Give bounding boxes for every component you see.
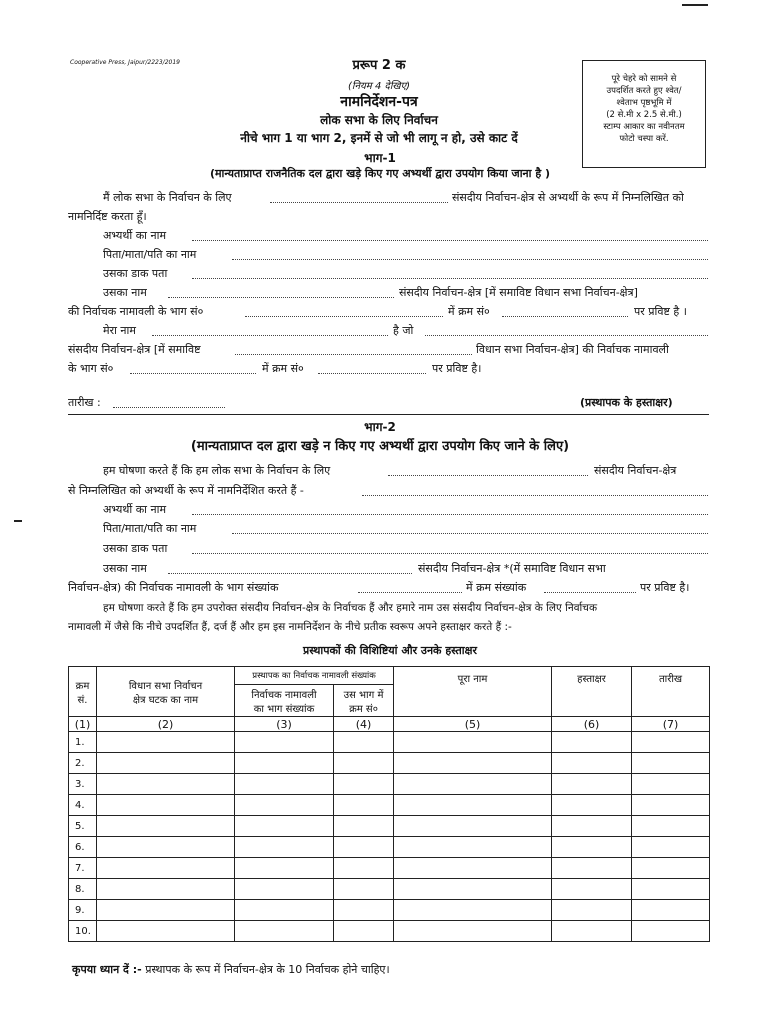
part1-address-label: उसका डाक पता <box>103 267 168 280</box>
cell[interactable] <box>334 858 394 879</box>
strike-instruction: नीचे भाग 1 या भाग 2, इनमें से जो भी लागू न हो, उसे काट दें <box>240 131 518 145</box>
cell[interactable] <box>552 753 632 774</box>
cell[interactable] <box>552 879 632 900</box>
part1-roll-label: की निर्वाचक नामावली के भाग सं० <box>68 305 204 318</box>
header-signature: हस्ताक्षर <box>552 667 632 717</box>
cell[interactable] <box>552 732 632 753</box>
cell[interactable] <box>632 774 710 795</box>
part1-his-name-field[interactable] <box>168 297 394 298</box>
cell[interactable] <box>334 816 394 837</box>
cell[interactable] <box>552 900 632 921</box>
part1-constituency-b: संसदीय निर्वाचन-क्षेत्र [में समाविष्ट <box>68 343 201 356</box>
part1-election-blank[interactable] <box>270 202 448 203</box>
cell[interactable] <box>632 816 710 837</box>
cell[interactable] <box>235 921 334 942</box>
cell[interactable] <box>235 732 334 753</box>
cell[interactable] <box>552 837 632 858</box>
part1-is-who: है जो <box>393 324 414 337</box>
row-number: 1. <box>69 732 97 753</box>
part1-part-no-label: के भाग सं० <box>68 362 114 375</box>
table-row <box>69 795 710 816</box>
cell[interactable] <box>394 837 552 858</box>
part1-entered-label: पर प्रविष्ट है । <box>634 305 687 318</box>
part1-my-name-label: मेरा नाम <box>103 324 136 337</box>
col-number: (3) <box>235 717 334 732</box>
header-assembly-b: क्षेत्र घटक का नाम <box>132 694 199 706</box>
part2-election-blank[interactable] <box>388 475 588 476</box>
part1-candidate-field[interactable] <box>192 240 708 241</box>
col-number: (1) <box>69 717 97 732</box>
row-number: 3. <box>69 774 97 795</box>
cell[interactable] <box>334 795 394 816</box>
part1-signature-label: (प्रस्थापक के हस्ताक्षर) <box>580 396 673 409</box>
row-number: 5. <box>69 816 97 837</box>
row-number: 10. <box>69 921 97 942</box>
cell[interactable] <box>334 921 394 942</box>
cell[interactable] <box>235 879 334 900</box>
part2-entered-label: पर प्रविष्ट है। <box>640 581 690 594</box>
cell[interactable] <box>97 732 235 753</box>
part2-his-name-label: उसका नाम <box>103 562 147 575</box>
part1-subheading: (मान्यताप्राप्त राजनैतिक दल द्वारा खड़े किए गए अभ्यर्थी द्वारा उपयोग किया जाना है ) <box>209 167 551 180</box>
part2-intro-b: संसदीय निर्वाचन-क्षेत्र <box>594 464 677 477</box>
row-number: 7. <box>69 858 97 879</box>
part2-parent-field[interactable] <box>232 533 708 534</box>
margin-mark <box>14 520 22 522</box>
header-serial <box>69 667 97 717</box>
row-number: 4. <box>69 795 97 816</box>
cell[interactable] <box>97 795 235 816</box>
row-number: 6. <box>69 837 97 858</box>
cell[interactable] <box>394 753 552 774</box>
header-serial-number <box>334 685 394 717</box>
col-number: (2) <box>97 717 235 732</box>
part2-intro-a: हम घोषणा करते हैं कि हम लोक सभा के निर्वाचन के लिए <box>103 464 331 477</box>
part1-assembly-roll: विधान सभा निर्वाचन-क्षेत्र] की निर्वाचक नामावली <box>476 343 669 356</box>
table-row <box>69 837 710 858</box>
footnote-lead: कृपया ध्यान दें :- <box>72 963 142 976</box>
cell[interactable] <box>235 837 334 858</box>
header-assembly <box>97 667 235 717</box>
form-title: नामनिर्देशन-पत्र <box>340 94 418 110</box>
cell[interactable] <box>235 774 334 795</box>
cell[interactable] <box>334 879 394 900</box>
part2-candidate-label: अभ्यर्थी का नाम <box>103 503 167 516</box>
part2-intro-field[interactable] <box>362 495 708 496</box>
col-number: (7) <box>632 717 710 732</box>
part2-roll-label: निर्वाचन-क्षेत्र) की निर्वाचक नामावली के भाग संख्यांक <box>68 581 279 594</box>
part1-serial-field[interactable] <box>502 316 628 317</box>
header-sno-a: उस भाग में <box>343 689 384 701</box>
cell[interactable] <box>334 774 394 795</box>
table-title: प्रस्थापकों की विशिष्टियां और उनके हस्ताक्षर <box>303 644 477 657</box>
part1-intro-c: नामनिर्दिष्ट करता हूँ। <box>68 210 147 223</box>
header-roll-number: प्रस्थापक का निर्वाचक नामावली संख्यांक <box>235 667 394 685</box>
footnote <box>72 962 390 977</box>
table-row <box>69 816 710 837</box>
cell[interactable] <box>235 900 334 921</box>
cell[interactable] <box>394 774 552 795</box>
cell[interactable] <box>97 858 235 879</box>
cell[interactable] <box>97 879 235 900</box>
part1-intro-a: मैं लोक सभा के निर्वाचन के लिए <box>103 191 232 204</box>
part1-heading: भाग-1 <box>364 151 396 165</box>
cell[interactable] <box>394 795 552 816</box>
part1-parent-label: पिता/माता/पति का नाम <box>103 248 197 261</box>
header-serial-b: सं. <box>77 694 88 706</box>
part2-subheading: (मान्यताप्राप्त दल द्वारा खड़े न किए गए अभ्यर्थी द्वारा उपयोग किए जाने के लिए) <box>190 439 570 454</box>
cell[interactable] <box>235 795 334 816</box>
form-subtitle: लोक सभा के लिए निर्वाचन <box>320 113 438 127</box>
part1-date-label: तारीख : <box>68 396 101 409</box>
photo-line: स्टाम्प आकार का नवीनतम <box>603 122 685 132</box>
cell[interactable] <box>97 816 235 837</box>
col-number: (5) <box>394 717 552 732</box>
part1-serial2-field[interactable] <box>318 373 426 374</box>
footnote-text: प्रस्थापक के रूप में निर्वाचन-क्षेत्र के 10 निर्वाचक होने चाहिए। <box>145 963 390 976</box>
column-number-row <box>69 717 710 732</box>
cell[interactable] <box>97 753 235 774</box>
row-number: 2. <box>69 753 97 774</box>
cell[interactable] <box>552 795 632 816</box>
press-note: Cooperative Press, Jaipur/2223/2019 <box>70 59 180 66</box>
part2-candidate-field[interactable] <box>192 514 708 515</box>
part2-address-label: उसका डाक पता <box>103 542 168 555</box>
header-date: तारीख <box>632 667 710 717</box>
part1-his-name-label: उसका नाम <box>103 286 147 299</box>
part2-declaration-a: हम घोषणा करते हैं कि हम उपरोक्त संसदीय निर्वाचन-क्षेत्र के निर्वाचक हैं और हमारे नाम उस संसदीय निर्वाचन-क्षेत्र के लिए निर्वाचक <box>103 602 598 614</box>
cell[interactable] <box>334 732 394 753</box>
photo-line: फोटो चस्पा करें. <box>619 134 669 144</box>
table-row <box>69 774 710 795</box>
cell[interactable] <box>235 858 334 879</box>
photo-line: श्वेताभ पृष्ठभूमि में <box>616 98 672 108</box>
part1-serial-label: में क्रम सं० <box>448 305 490 318</box>
header-full-name: पूरा नाम <box>394 667 552 717</box>
cell[interactable] <box>632 900 710 921</box>
proposers-table <box>68 666 710 942</box>
cell[interactable] <box>235 753 334 774</box>
part2-constituency-a: संसदीय निर्वाचन-क्षेत्र *(में समाविष्ट विधान सभा <box>418 562 606 575</box>
part1-constituency-a: संसदीय निर्वाचन-क्षेत्र [में समाविष्ट विधान सभा निर्वाचन-क्षेत्र] <box>399 286 638 299</box>
part1-parent-field[interactable] <box>232 259 708 260</box>
table-row <box>69 921 710 942</box>
cell[interactable] <box>632 858 710 879</box>
section-divider <box>68 414 709 415</box>
header-part-a: निर्वाचक नामावली <box>251 689 317 701</box>
cell[interactable] <box>97 900 235 921</box>
photo-line: (2 से.मी x 2.5 से.मी.) <box>606 110 682 120</box>
row-number: 8. <box>69 879 97 900</box>
header-part-number <box>235 685 334 717</box>
form-number: प्ररूप 2 क <box>352 58 406 73</box>
table-row <box>69 858 710 879</box>
part2-serial-field[interactable] <box>544 592 636 593</box>
table-row <box>69 900 710 921</box>
cell[interactable] <box>552 858 632 879</box>
part1-roll-field[interactable] <box>245 316 443 317</box>
cell[interactable] <box>632 879 710 900</box>
table-row <box>69 753 710 774</box>
cell[interactable] <box>394 921 552 942</box>
cell[interactable] <box>394 858 552 879</box>
cell[interactable] <box>235 816 334 837</box>
rule-reference: (नियम 4 देखिए) <box>347 81 411 92</box>
cell[interactable] <box>97 774 235 795</box>
photo-box <box>582 60 706 168</box>
part1-intro-b: संसदीय निर्वाचन-क्षेत्र से अभ्यर्थी के रूप में निम्नलिखित को <box>452 191 684 204</box>
cell[interactable] <box>632 921 710 942</box>
cell[interactable] <box>394 900 552 921</box>
col-number: (6) <box>552 717 632 732</box>
cell[interactable] <box>552 816 632 837</box>
part2-his-name-field[interactable] <box>168 573 412 574</box>
part1-address-field[interactable] <box>192 278 708 279</box>
part2-declaration-b: नामावली में जैसे कि नीचे उपदर्शित हैं, दर्ज हैं और हम इस नामनिर्देशन के नीचे प्रतीक स्वरूप अपने हस्ताक्षर करते हैं :- <box>68 621 512 633</box>
cell[interactable] <box>394 879 552 900</box>
part1-constituency-field[interactable] <box>235 354 472 355</box>
cell[interactable] <box>97 837 235 858</box>
cell[interactable] <box>552 774 632 795</box>
part1-is-who-field[interactable] <box>425 335 708 336</box>
cell[interactable] <box>632 732 710 753</box>
cell[interactable] <box>394 816 552 837</box>
part2-parent-label: पिता/माता/पति का नाम <box>103 522 197 535</box>
part2-heading: भाग-2 <box>364 420 396 434</box>
part1-date-field[interactable] <box>113 407 225 408</box>
part2-roll-field[interactable] <box>358 592 462 593</box>
part1-candidate-label: अभ्यर्थी का नाम <box>103 229 167 242</box>
part2-address-field[interactable] <box>192 553 708 554</box>
cell[interactable] <box>394 732 552 753</box>
photo-line: उपदर्शित करते हुए श्वेत/ <box>606 86 682 96</box>
cell[interactable] <box>632 837 710 858</box>
cell[interactable] <box>552 921 632 942</box>
table-row <box>69 879 710 900</box>
photo-line: पूरे चेहरे को सामने से <box>611 74 677 84</box>
row-number: 9. <box>69 900 97 921</box>
cell[interactable] <box>334 900 394 921</box>
part2-intro-c: से निम्नलिखित को अभ्यर्थी के रूप में नामनिर्देशित करते हैं - <box>68 484 304 497</box>
header-sno-b: क्रम सं० <box>349 703 378 715</box>
part1-my-name-field[interactable] <box>152 335 388 336</box>
table-row <box>69 732 710 753</box>
part1-serial2-label: में क्रम सं० <box>262 362 304 375</box>
cell[interactable] <box>334 837 394 858</box>
part1-entered2-label: पर प्रविष्ट है। <box>432 362 482 375</box>
col-number: (4) <box>334 717 394 732</box>
cell[interactable] <box>632 753 710 774</box>
part2-serial-label: में क्रम संख्यांक <box>466 581 527 594</box>
header-serial-a: क्रम <box>75 680 90 692</box>
corner-mark <box>682 4 708 6</box>
header-assembly-a: विधान सभा निर्वाचन <box>128 680 203 692</box>
header-part-b: का भाग संख्यांक <box>253 703 315 715</box>
cell[interactable] <box>334 753 394 774</box>
part1-part-no-field[interactable] <box>130 373 256 374</box>
cell[interactable] <box>97 921 235 942</box>
cell[interactable] <box>632 795 710 816</box>
